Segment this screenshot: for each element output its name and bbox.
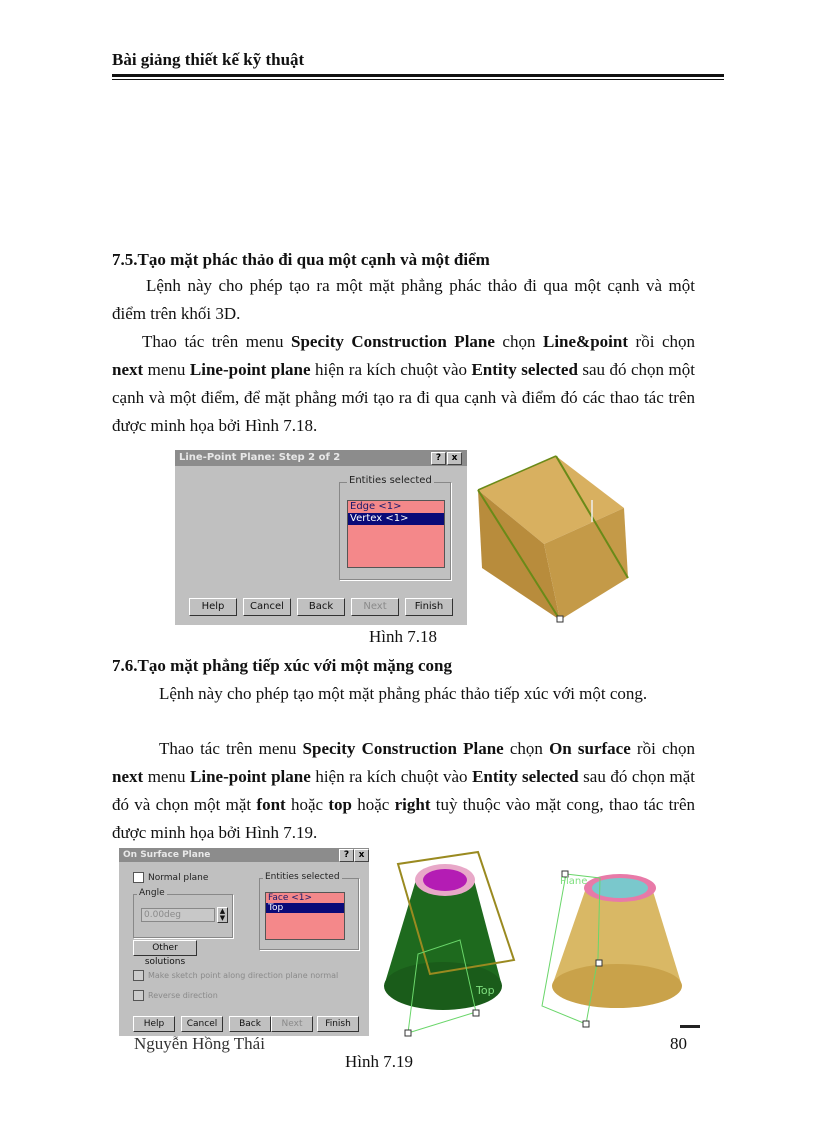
header-title: Bài giảng thiết kế kỹ thuật — [112, 50, 305, 69]
checkbox-box — [133, 990, 144, 1001]
footer-rule — [680, 1025, 700, 1028]
plane-label: Plane — [560, 876, 588, 887]
section-heading-7-6: 7.6.Tạo mặt phẳng tiếp xúc với một mặng cong — [112, 656, 452, 675]
back-button[interactable]: Back — [229, 1016, 271, 1032]
green-cone-illustration — [378, 850, 528, 1042]
cube-illustration — [472, 450, 632, 625]
cancel-button[interactable]: Cancel — [181, 1016, 223, 1032]
close-icon[interactable]: x — [447, 452, 462, 465]
help-icon[interactable]: ? — [339, 849, 354, 862]
help-icon[interactable]: ? — [431, 452, 446, 465]
top-label: Top — [476, 984, 495, 997]
section-heading-7-5: 7.5.Tạo mặt phác thảo đi qua một cạnh và một điểm — [112, 250, 490, 269]
section-7-5-para2: Thao tác trên menu Specity Construction Plane chọn Line&point rồi chọn next menu Line-point plane hiện ra kích chuột vào Entity selected sau đó chọn một cạnh và một điểm, để mặt phẳng mới tạo ra đi qua cạnh và điểm đó các thao tác trên được minh họa bởi Hình 7.18. — [112, 332, 695, 435]
entities-label: Entities selected — [349, 475, 432, 486]
section-7-5-para1: Lệnh này cho phép tạo ra một mặt phẳng phác thảo đi qua một cạnh và một điểm trên khối 3D. — [112, 276, 695, 323]
angle-input[interactable]: 0.00deg — [141, 908, 215, 922]
handle-marker — [473, 1010, 479, 1016]
on-surface-plane-dialog — [119, 848, 369, 1036]
handle-marker — [405, 1030, 411, 1036]
vertex-marker — [557, 616, 563, 622]
checkbox-box — [133, 970, 144, 981]
normal-plane-checkbox[interactable]: Normal plane — [133, 872, 208, 883]
other-solutions-button[interactable]: Other solutions — [133, 940, 197, 956]
cone-top-hole — [423, 869, 467, 891]
back-button[interactable]: Back — [297, 598, 345, 616]
handle-marker — [583, 1021, 589, 1027]
finish-button[interactable]: Finish — [317, 1016, 359, 1032]
angle-label: Angle — [139, 888, 165, 898]
cone-base — [552, 964, 682, 1008]
next-button[interactable]: Next — [351, 598, 399, 616]
reverse-direction-option: Reverse direction — [133, 990, 218, 1001]
help-button[interactable]: Help — [133, 1016, 175, 1032]
angle-spinner[interactable]: ▲ ▼ — [217, 907, 228, 923]
page-number: 80 — [670, 1034, 687, 1053]
dialog-title: On Surface Plane ? x — [119, 848, 369, 862]
dialog-title: Line-Point Plane: Step 2 of 2 ? x — [175, 450, 467, 466]
line-point-plane-dialog — [175, 450, 467, 625]
footer-author: Nguyễn Hồng Thái — [134, 1034, 265, 1053]
finish-button[interactable]: Finish — [405, 598, 453, 616]
entities-label: Entities selected — [265, 872, 340, 882]
sketch-point-option: Make sketch point along direction plane normal — [133, 970, 338, 981]
entities-list[interactable] — [265, 892, 345, 940]
gold-cone-illustration — [530, 858, 690, 1028]
list-item-selected[interactable]: Vertex <1> — [348, 513, 444, 525]
list-item[interactable]: Edge <1> — [350, 501, 402, 512]
cancel-button[interactable]: Cancel — [243, 598, 291, 616]
header-rule — [112, 74, 724, 77]
figure-7-19-caption: Hình 7.19 — [345, 1052, 413, 1071]
list-item[interactable]: Face <1> — [268, 893, 313, 903]
help-button[interactable]: Help — [189, 598, 237, 616]
entities-list[interactable] — [347, 500, 445, 568]
section-7-6-para1: Lệnh này cho phép tạo một mặt phẳng phác thảo tiếp xúc với một cong. — [159, 684, 648, 703]
handle-marker — [596, 960, 602, 966]
checkbox-box[interactable] — [133, 872, 144, 883]
list-item-selected[interactable]: Top — [266, 903, 344, 913]
header-rule-thin — [112, 79, 724, 80]
section-7-6-para2: Thao tác trên menu Specity Construction Plane chọn On surface rồi chọn next menu Line-point plane hiện ra kích chuột vào Entity selected sau đó chọn mặt đó và chọn một mặt font hoặc top hoặc right tuỳ thuộc vào mặt cong, thao tác trên được minh họa bởi Hình 7.19. — [112, 739, 696, 842]
figure-7-18-caption: Hình 7.18 — [369, 627, 437, 646]
close-icon[interactable]: x — [354, 849, 369, 862]
next-button[interactable]: Next — [271, 1016, 313, 1032]
